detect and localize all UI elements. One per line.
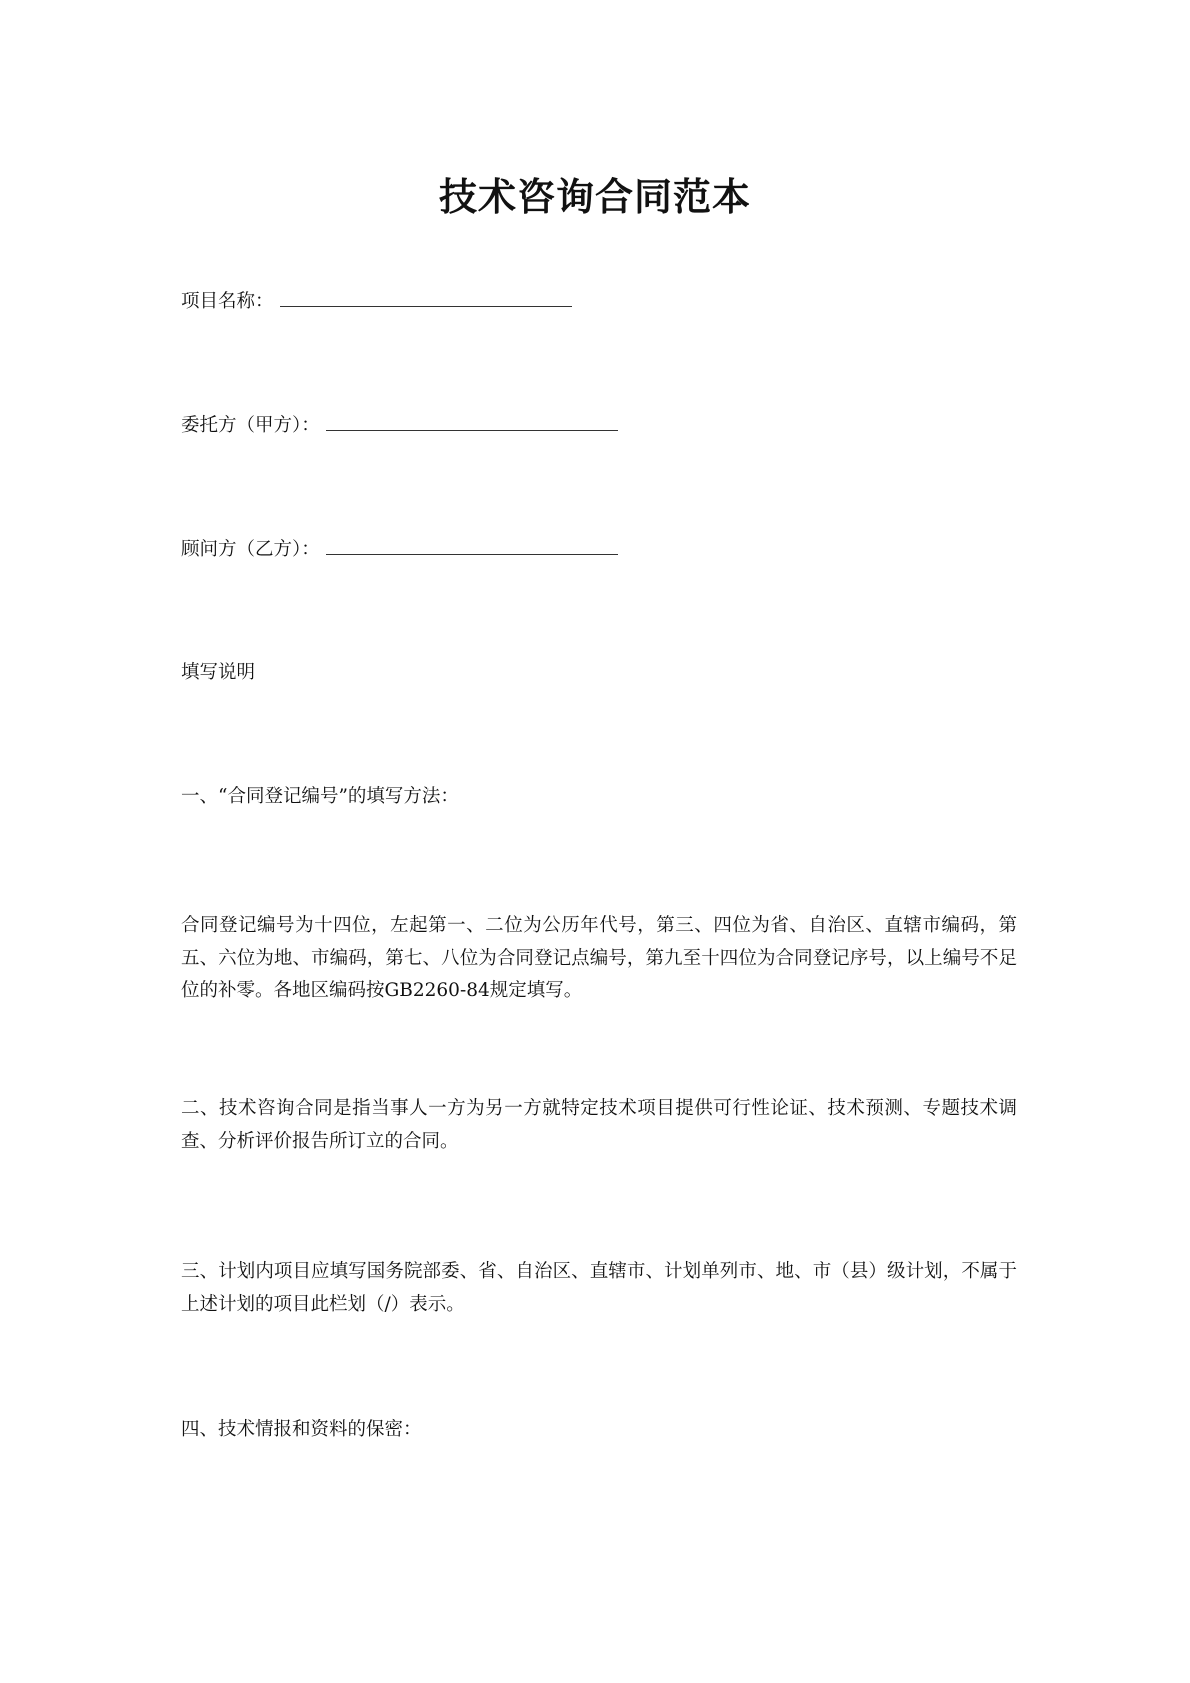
field-project-name	[181, 290, 572, 313]
item-1-heading: 一、“合同登记编号”的填写方法：	[181, 786, 459, 807]
section-heading-instructions: 填写说明	[181, 662, 256, 683]
field-client-party-a	[181, 414, 618, 437]
item-2-body: 二、技术咨询合同是指当事人一方为另一方就特定技术项目提供可行性论证、技术预测、专题技术调查、分析评价报告所订立的合同。	[181, 1098, 1017, 1152]
item-1-body: 合同登记编号为十四位，左起第一、二位为公历年代号，第三、四位为省、自治区、直辖市编码，第五、六位为地、市编码，第七、八位为合同登记点编号，第九至十四位为合同登记序号，以上编号不足位的补零。各地区编码按GB2260-84规定填写。	[181, 915, 1017, 1001]
party-a-blank[interactable]	[326, 414, 618, 431]
field-consultant-party-b	[181, 538, 618, 561]
project-name-blank[interactable]	[280, 290, 572, 307]
item-3-body: 三、计划内项目应填写国务院部委、省、自治区、直辖市、计划单列市、地、市（县）级计划，不属于上述计划的项目此栏划（/）表示。	[181, 1261, 1017, 1315]
field-label: 项目名称：	[181, 291, 274, 312]
field-label: 委托方（甲方）：	[181, 415, 320, 436]
item-4-heading: 四、技术情报和资料的保密：	[181, 1419, 422, 1440]
field-label: 顾问方（乙方）：	[181, 539, 320, 560]
document-title: 技术咨询合同范本	[438, 174, 751, 219]
party-b-blank[interactable]	[326, 538, 618, 555]
